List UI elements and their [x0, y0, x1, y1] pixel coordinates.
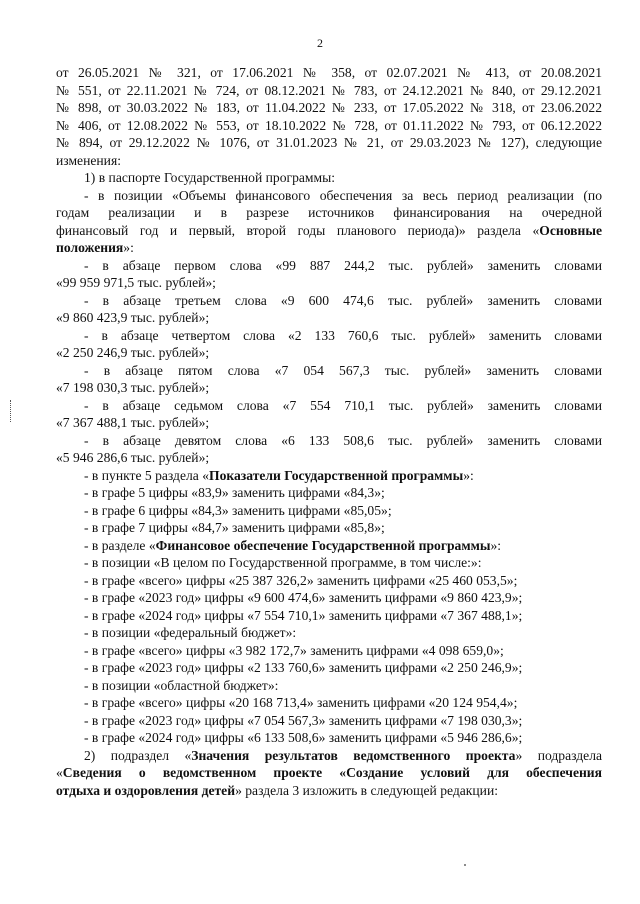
- text-span: »:: [463, 467, 474, 483]
- text-span: «9 860 423,9 тыс. рублей»;: [56, 310, 210, 325]
- text-line: [56, 309, 602, 327]
- text-line: [56, 659, 602, 677]
- text-line: [56, 327, 602, 345]
- text-span: - в позиции «областной бюджет»:: [84, 677, 279, 693]
- text-line: [56, 239, 602, 257]
- text-span: - в графе «всего» цифры «20 168 713,4» заменить цифрами «20 124 954,4»;: [84, 695, 518, 710]
- text-line: [56, 554, 602, 572]
- text-span: № 894, от 29.12.2022 № 1076, от 31.01.2023 № 21, от 29.03.2023 № 127), следующие: [56, 135, 602, 150]
- text-line: [56, 747, 602, 765]
- text-span: - в графе 7 цифры «84,7» заменить цифрами «85,8»;: [84, 520, 385, 535]
- text-line: [56, 82, 602, 100]
- text-span: - в графе «2023 год» цифры «9 600 474,6» заменить цифрами «9 860 423,9»;: [84, 590, 523, 605]
- text-span: - в графе «2023 год» цифры «2 133 760,6» заменить цифрами «2 250 246,9»;: [84, 660, 523, 675]
- text-span: - в абзаце первом слова «99 887 244,2 тыс. рублей» заменить словами: [84, 257, 602, 273]
- text-line: [56, 64, 602, 82]
- text-line: [56, 572, 602, 590]
- text-span: - в позиции «Объемы финансового обеспечения за весь период реализации (по: [84, 187, 602, 203]
- text-line: [56, 169, 602, 187]
- text-span: «: [56, 765, 63, 780]
- text-span: - в пункте 5 раздела «: [84, 467, 209, 483]
- page-number: 2: [317, 36, 323, 50]
- text-line: [56, 134, 602, 152]
- bold-text: Сведения о ведомственном проекте «Создание условий для обеспечения: [62, 765, 602, 780]
- text-line: [56, 187, 602, 205]
- text-line: [56, 677, 602, 695]
- text-span: - в графе 6 цифры «84,3» заменить цифрами «85,05»;: [84, 502, 392, 518]
- text-span: - в позиции «федеральный бюджет»:: [84, 625, 297, 640]
- text-line: [56, 117, 602, 135]
- text-span: - в абзаце седьмом слова «7 554 710,1 тыс. рублей» заменить словами: [84, 397, 602, 413]
- text-line: [56, 99, 602, 117]
- text-span: изменения:: [56, 152, 121, 168]
- text-line: [56, 782, 602, 800]
- text-span: » подраздела: [515, 747, 603, 763]
- text-span: - в позиции «В целом по Государственной программе, в том числе:»:: [84, 555, 482, 570]
- text-span: «5 946 286,6 тыс. рублей»;: [56, 450, 210, 465]
- text-line: [56, 642, 602, 660]
- text-line: [56, 257, 602, 275]
- text-span: годам реализации и в разрезе источников финансирования на очередной: [56, 205, 602, 220]
- text-line: [56, 624, 602, 642]
- text-span: - в абзаце девятом слова «6 133 508,6 тыс. рублей» заменить словами: [84, 432, 602, 448]
- text-span: финансовый год и первый, второй годы планового периода)» раздела «: [56, 222, 540, 238]
- text-line: [56, 204, 602, 222]
- text-span: «7 198 030,3 тыс. рублей»;: [56, 380, 210, 395]
- bold-text: Показатели Государственной программы: [209, 467, 464, 483]
- text-line: [56, 589, 602, 607]
- text-line: [56, 222, 602, 240]
- text-span: 1) в паспорте Государственной программы:: [84, 170, 336, 185]
- text-span: - в абзаце третьем слова «9 600 474,6 тыс. рублей» заменить словами: [84, 292, 602, 308]
- text-span: «99 959 971,5 тыс. рублей»;: [56, 275, 216, 290]
- text-span: - в графе «2024 год» цифры «7 554 710,1» заменить цифрами «7 367 488,1»;: [84, 607, 523, 623]
- text-line: [56, 537, 602, 555]
- text-span: - в графе 5 цифры «83,9» заменить цифрами «84,3»;: [84, 485, 385, 500]
- bold-text: Значения результатов ведомственного проекта: [191, 747, 516, 763]
- text-span: - в графе «2024 год» цифры «6 133 508,6» заменить цифрами «5 946 286,6»;: [84, 730, 523, 745]
- text-line: [56, 449, 602, 467]
- text-span: - в графе «2023 год» цифры «7 054 567,3» заменить цифрами «7 198 030,3»;: [84, 712, 523, 728]
- text-line: [56, 712, 602, 730]
- text-line: [56, 519, 602, 537]
- text-line: [56, 274, 602, 292]
- text-span: - в графе «всего» цифры «3 982 172,7» заменить цифрами «4 098 659,0»;: [84, 642, 504, 658]
- scan-dot: [464, 864, 466, 866]
- text-span: - в абзаце четвертом слова «2 133 760,6 тыс. рублей» заменить словами: [84, 327, 602, 343]
- bold-text: положения: [56, 240, 124, 255]
- text-line: [56, 729, 602, 747]
- text-line: [56, 694, 602, 712]
- text-line: [56, 414, 602, 432]
- text-span: - в графе «всего» цифры «25 387 326,2» заменить цифрами «25 460 053,5»;: [84, 572, 518, 588]
- document-body: [56, 64, 602, 799]
- text-span: от 26.05.2021 № 321, от 17.06.2021 № 358, от 02.07.2021 № 413, от 20.08.2021: [56, 65, 602, 80]
- text-span: » раздела 3 изложить в следующей редакции:: [235, 782, 499, 798]
- text-line: [56, 397, 602, 415]
- text-span: № 898, от 30.03.2022 № 183, от 11.04.2022 № 233, от 17.05.2022 № 318, от 23.06.2022: [56, 100, 602, 115]
- margin-mark: [10, 400, 13, 422]
- text-span: «2 250 246,9 тыс. рублей»;: [56, 345, 210, 360]
- text-span: 2) подраздел «: [84, 747, 192, 763]
- text-line: [56, 607, 602, 625]
- text-line: [56, 467, 602, 485]
- text-line: [56, 379, 602, 397]
- text-line: [56, 152, 602, 170]
- text-span: - в абзаце пятом слова «7 054 567,3 тыс. рублей» заменить словами: [84, 362, 602, 378]
- bold-text: отдыха и оздоровления детей: [56, 782, 236, 798]
- text-line: [56, 344, 602, 362]
- text-line: [56, 764, 602, 782]
- text-span: »:: [123, 240, 134, 255]
- bold-text: Финансовое обеспечение Государственной программы: [155, 537, 491, 553]
- text-line: [56, 502, 602, 520]
- bold-text: Основные: [539, 222, 602, 238]
- text-line: [56, 432, 602, 450]
- text-span: »:: [490, 537, 502, 553]
- text-span: № 406, от 12.08.2022 № 553, от 18.10.2022 № 728, от 01.11.2022 № 793, от 06.12.2022: [56, 117, 602, 133]
- text-line: [56, 362, 602, 380]
- text-span: № 551, от 22.11.2021 № 724, от 08.12.2021 № 783, от 24.12.2021 № 840, от 29.12.2021: [56, 82, 602, 98]
- text-span: «7 367 488,1 тыс. рублей»;: [56, 415, 210, 430]
- text-line: [56, 292, 602, 310]
- text-line: [56, 484, 602, 502]
- text-span: - в разделе «: [84, 537, 156, 553]
